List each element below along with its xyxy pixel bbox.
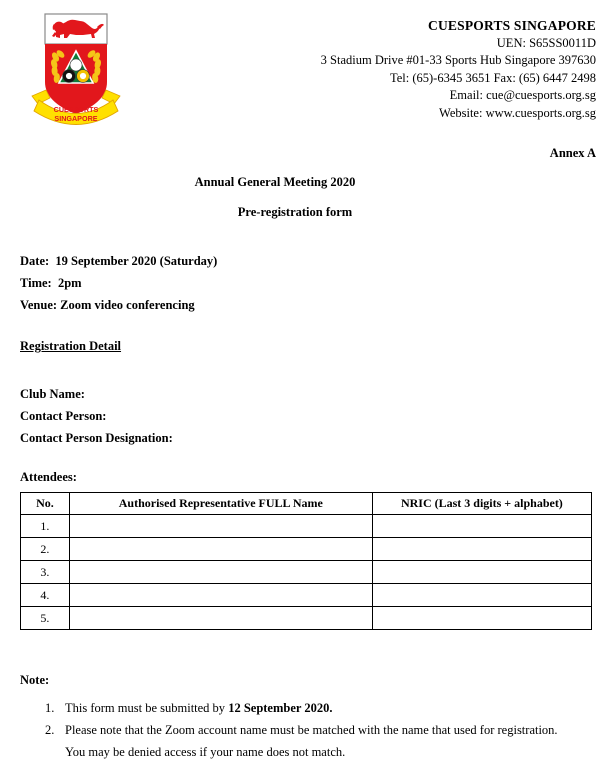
note-number-2: 2. [45, 723, 55, 737]
meeting-venue-value: Zoom video conferencing [60, 298, 195, 312]
contact-person-designation-field[interactable]: Contact Person Designation: [20, 431, 173, 445]
nric-cell-4[interactable] [372, 584, 591, 607]
name-cell-5[interactable] [69, 607, 372, 630]
column-header-name: Authorised Representative FULL Name [69, 493, 372, 515]
name-cell-2[interactable] [69, 538, 372, 561]
row-number: 5. [21, 607, 70, 630]
meeting-details [20, 250, 217, 316]
note-text-2: Please note that the Zoom account name must be matched with the name that used for registration. [65, 723, 558, 737]
note-text-1: This form must be submitted by [65, 701, 229, 715]
crest-icon [26, 10, 126, 132]
organisation-email: Email: cue@cuesports.org.sg [449, 88, 596, 102]
annex-label: Annex A [549, 146, 596, 160]
meeting-time-row [20, 272, 217, 294]
row-number: 3. [21, 561, 70, 584]
meeting-venue-label: Venue: [20, 298, 58, 312]
page-title: Annual General Meeting 2020 [194, 175, 356, 189]
attendees-label: Attendees: [20, 470, 77, 484]
note-item-1 [20, 698, 595, 719]
organisation-phone-fax: Tel: (65)-6345 3651 Fax: (65) 6447 2498 [389, 70, 596, 85]
table-row [21, 607, 592, 630]
meeting-time-value: 2pm [57, 276, 82, 290]
name-cell-1[interactable] [69, 515, 372, 538]
column-header-nric: NRIC (Last 3 digits + alphabet) [372, 493, 591, 515]
nric-cell-1[interactable] [372, 515, 591, 538]
meeting-date-label: Date: [20, 254, 50, 268]
note-number-1: 1. [45, 701, 55, 715]
organisation-uen: UEN: S65SS0011D [496, 35, 596, 50]
document-header [0, 0, 610, 140]
organisation-name: CUESPORTS SINGAPORE [428, 18, 596, 33]
organisation-website: Website: www.cuesports.org.sg [439, 105, 596, 120]
note-item-2 [20, 720, 595, 741]
nric-cell-5[interactable] [372, 607, 591, 630]
note-continuation-2: You may be denied access if your name does not match. [65, 745, 346, 759]
ribbon-text-line2: SINGAPORE [54, 114, 98, 123]
row-number: 4. [21, 584, 70, 607]
note-heading: Note: [20, 673, 50, 687]
table-header-row [21, 493, 592, 515]
organisation-address: 3 Stadium Drive #01-33 Sports Hub Singapore 397630 [320, 53, 596, 67]
nric-cell-2[interactable] [372, 538, 591, 561]
page-subtitle: Pre-registration form [237, 205, 353, 219]
name-cell-4[interactable] [69, 584, 372, 607]
meeting-time-label: Time: [20, 276, 52, 290]
meeting-venue-row [20, 294, 217, 316]
attendees-table [20, 492, 592, 630]
registration-fields [20, 383, 173, 449]
table-row [21, 561, 592, 584]
table-row [21, 584, 592, 607]
note-list [20, 698, 595, 763]
nric-cell-3[interactable] [372, 561, 591, 584]
ribbon-text-line1: CUESPORTS [53, 105, 99, 114]
registration-detail-heading: Registration Detail [20, 339, 122, 353]
meeting-date-value: 19 September 2020 (Saturday) [55, 254, 218, 268]
meeting-date-row [20, 250, 217, 272]
table-row [21, 538, 592, 561]
organisation-contact-block [321, 17, 596, 122]
column-header-no: No. [21, 493, 70, 515]
row-number: 1. [21, 515, 70, 538]
contact-person-field[interactable]: Contact Person: [20, 409, 107, 423]
cuesports-logo [26, 10, 126, 132]
club-name-field[interactable]: Club Name: [20, 387, 85, 401]
note-deadline-1: 12 September 2020. [228, 701, 333, 715]
row-number: 2. [21, 538, 70, 561]
name-cell-3[interactable] [69, 561, 372, 584]
table-row [21, 515, 592, 538]
